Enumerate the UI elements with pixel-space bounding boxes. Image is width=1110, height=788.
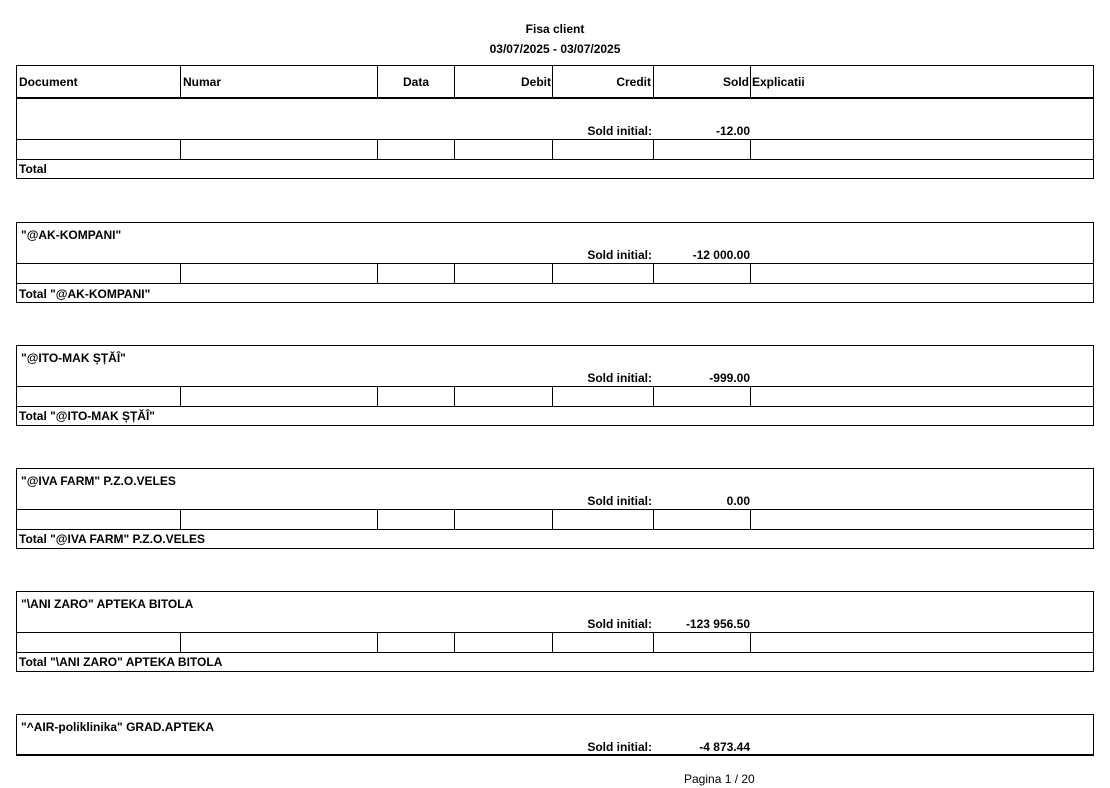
sold-initial-label: Sold initial: <box>587 617 652 631</box>
sold-initial-value: -12.00 <box>715 124 750 138</box>
sold-initial-value: -4 873.44 <box>699 740 750 754</box>
client-section <box>16 714 1094 755</box>
client-name: "@IVA FARM" P.Z.O.VELES <box>21 474 176 488</box>
client-section <box>16 468 1094 549</box>
client-name: "@AK-KOMPANI" <box>21 228 122 242</box>
col-sold: Sold <box>723 75 749 89</box>
client-name: "\ANI ZARO" APTEKA BITOLA <box>21 597 194 611</box>
client-section <box>16 591 1094 672</box>
client-section <box>16 222 1094 303</box>
table-header <box>16 65 1094 99</box>
client-name: "^AIR-poliklinika" GRAD.APTEKA <box>21 720 215 734</box>
col-document: Document <box>19 75 78 89</box>
col-explicatii: Explicatii <box>752 75 805 89</box>
sold-initial-label: Sold initial: <box>587 740 652 754</box>
sold-initial-label: Sold initial: <box>587 248 652 262</box>
client-section <box>16 345 1094 426</box>
section-total: Total "@IVA FARM" P.Z.O.VELES <box>19 532 205 546</box>
sold-initial-value: -999.00 <box>709 371 750 385</box>
section-total: Total "@ITO-MAK ȘȚĂÎ" <box>19 409 155 423</box>
sold-initial-value: 0.00 <box>726 494 750 508</box>
col-debit: Debit <box>521 75 551 89</box>
sold-initial-label: Sold initial: <box>587 124 652 138</box>
report-title: Fisa client <box>525 22 585 36</box>
col-numar: Numar <box>183 75 222 89</box>
section-total: Total "@AK-KOMPANI" <box>19 287 151 301</box>
report-period: 03/07/2025 - 03/07/2025 <box>489 42 621 56</box>
sold-initial-label: Sold initial: <box>587 494 652 508</box>
sold-initial-value: -123 956.50 <box>685 617 750 631</box>
section-total: Total "\ANI ZARO" APTEKA BITOLA <box>19 655 223 669</box>
page-bottom-rule <box>16 754 1094 756</box>
col-data: Data <box>403 75 430 89</box>
col-credit: Credit <box>616 75 651 89</box>
client-section <box>16 99 1094 179</box>
client-name: "@ITO-MAK ȘȚĂÎ" <box>21 351 126 365</box>
sold-initial-label: Sold initial: <box>587 371 652 385</box>
sold-initial-value: -12 000.00 <box>692 248 750 262</box>
page-number: Pagina 1 / 20 <box>684 772 755 786</box>
section-total: Total <box>19 162 47 176</box>
